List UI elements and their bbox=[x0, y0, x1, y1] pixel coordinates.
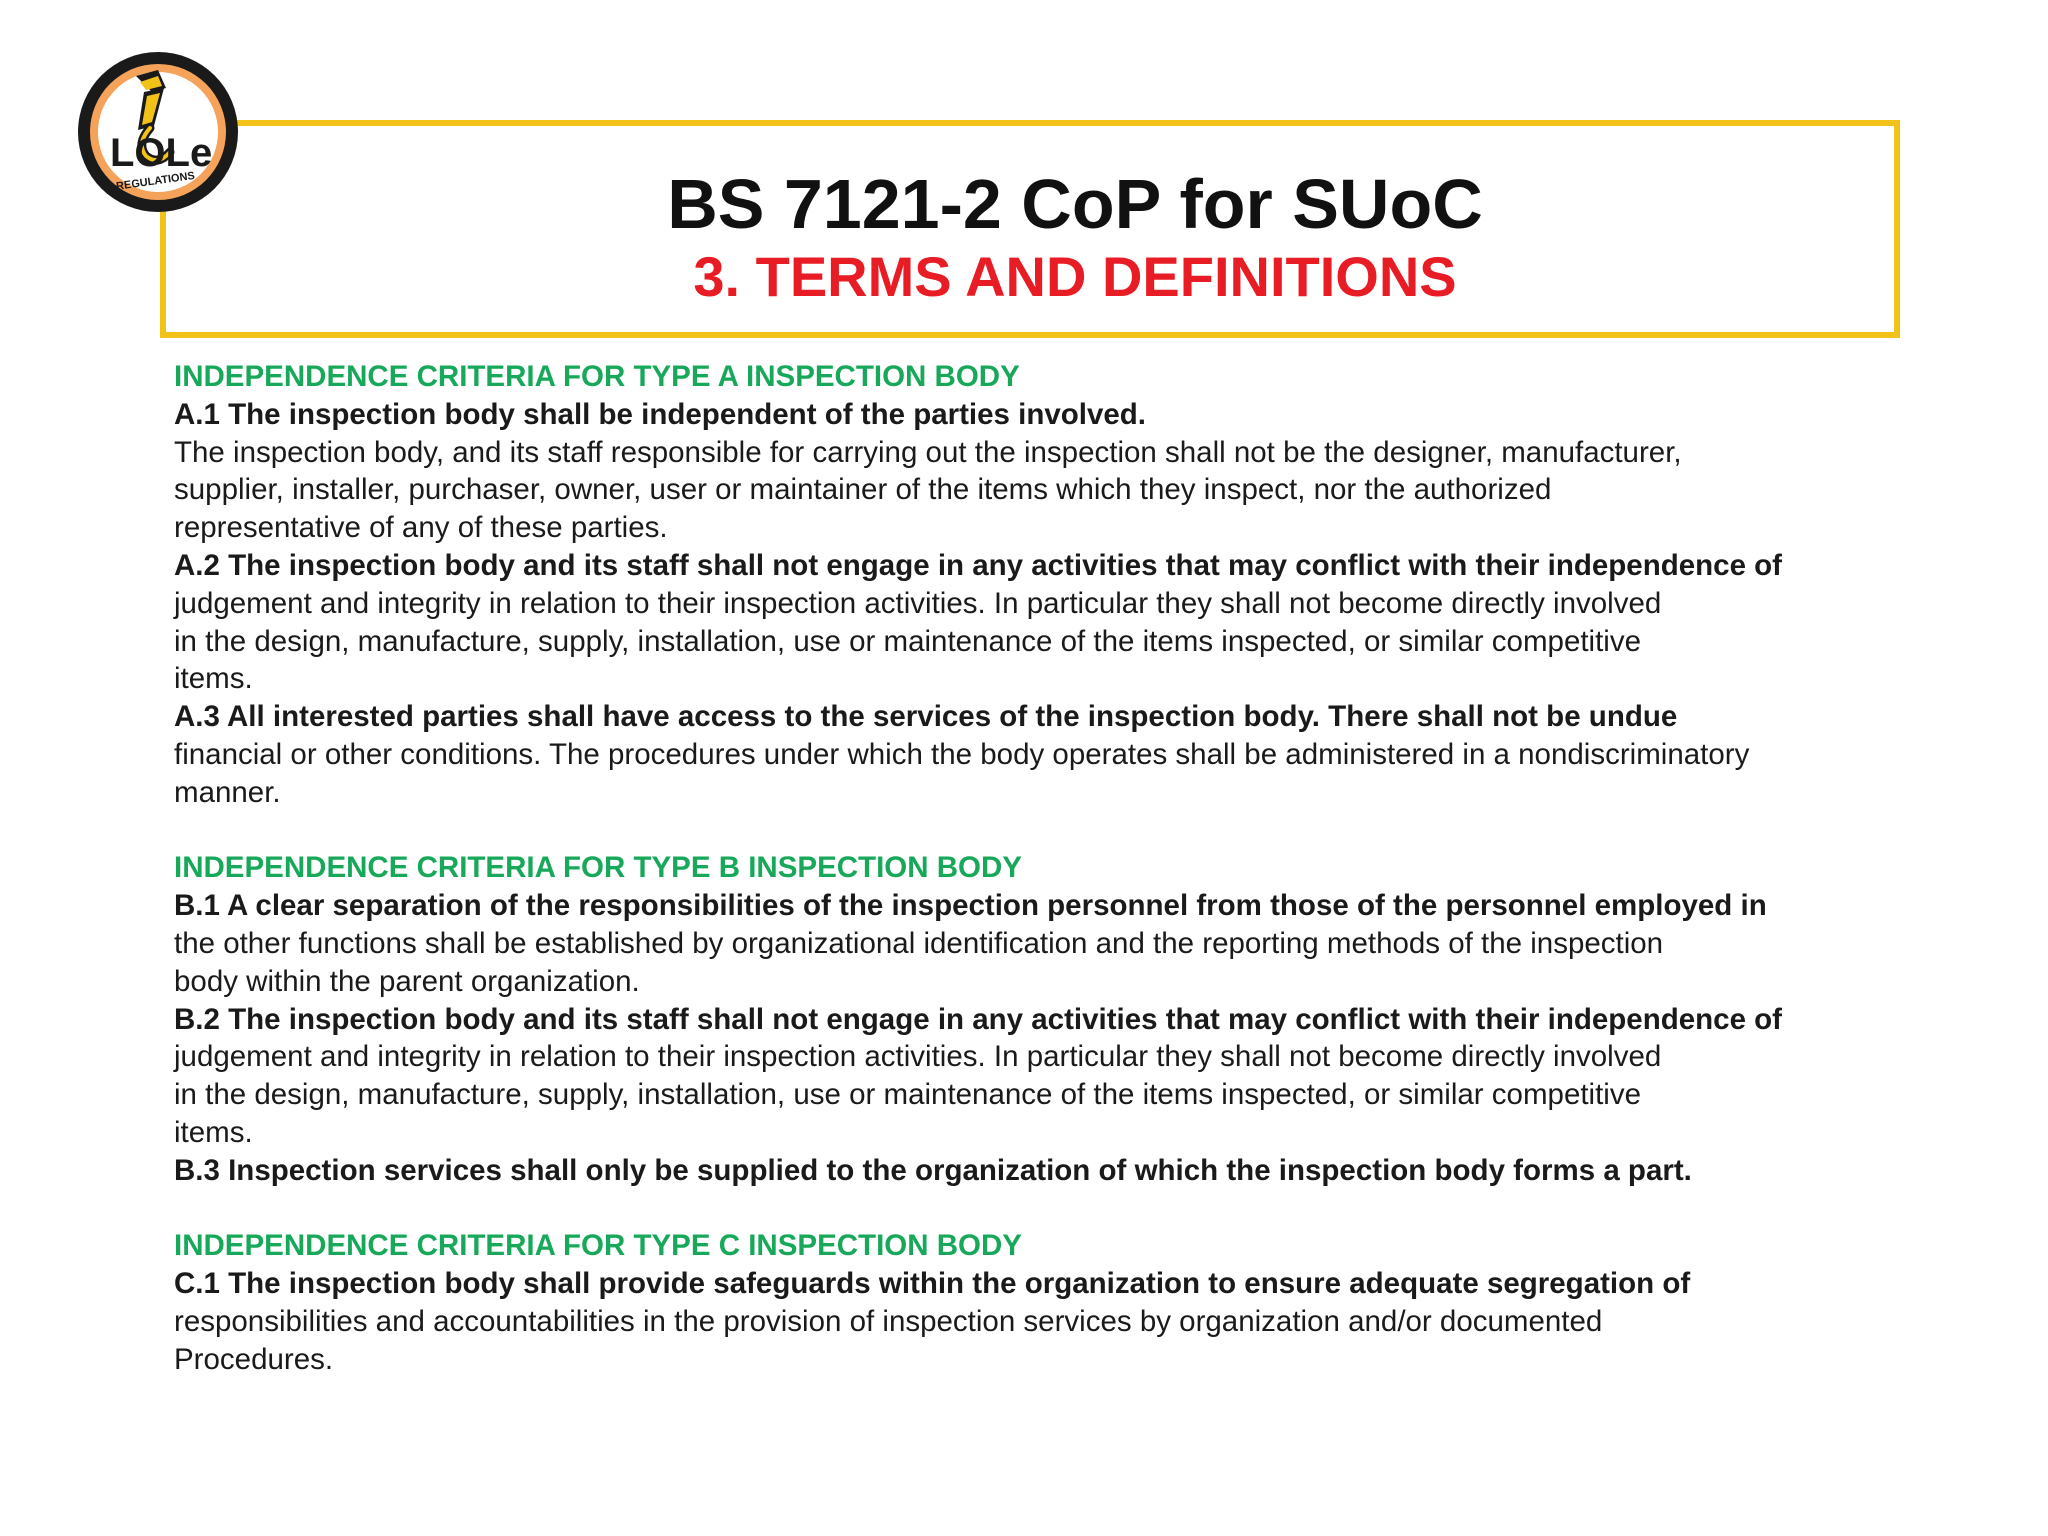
crane-hook-icon bbox=[74, 48, 242, 216]
clause-line bbox=[174, 698, 1894, 736]
clause bbox=[174, 396, 1894, 547]
section-heading: INDEPENDENCE CRITERIA FOR TYPE B INSPECTION BODY bbox=[174, 851, 1022, 885]
clause-line bbox=[174, 471, 1894, 509]
clause-heading-text: B.2 The inspection body and its staff shall not engage in any activities that may conflict with their independence of bbox=[174, 1002, 1783, 1036]
page-title: BS 7121-2 CoP for SUoC bbox=[667, 165, 1483, 243]
clause-line bbox=[174, 1001, 1894, 1039]
section-heading: INDEPENDENCE CRITERIA FOR TYPE A INSPECTION BODY bbox=[174, 360, 1020, 393]
clause-body-text: judgement and integrity in relation to their inspection activities. In particular they shall not become directly involved bbox=[174, 1040, 1662, 1074]
clause-heading-text: A.1 The inspection body shall be independent of the parties involved. bbox=[174, 397, 1147, 431]
clause-line bbox=[174, 547, 1894, 585]
clause bbox=[174, 1265, 1894, 1378]
definitions-content bbox=[174, 358, 1894, 1379]
clause-line bbox=[174, 1303, 1894, 1341]
clause-heading-text: A.3 All interested parties shall have access to the services of the inspection body. There shall not be undue bbox=[174, 700, 1678, 734]
clause bbox=[174, 698, 1894, 811]
clause-line bbox=[174, 887, 1894, 925]
clause-line bbox=[174, 774, 1894, 812]
clause bbox=[174, 887, 1894, 1000]
clause-body-text: judgement and integrity in relation to their inspection activities. In particular they shall not become directly involved bbox=[174, 586, 1662, 620]
page-subtitle: 3. TERMS AND DEFINITIONS bbox=[693, 245, 1457, 308]
clause-line bbox=[174, 1152, 1894, 1190]
section-spacer bbox=[174, 812, 1894, 850]
clause-line bbox=[174, 1038, 1894, 1076]
clause bbox=[174, 1152, 1894, 1190]
clause-body-text: items. bbox=[174, 662, 253, 696]
clause-body-text: responsibilities and accountabilities in the provision of inspection services by organization and/or documented bbox=[174, 1304, 1603, 1338]
clause bbox=[174, 547, 1894, 698]
clause-body-text: in the design, manufacture, supply, installation, use or maintenance of the items inspected, or similar competitive bbox=[174, 624, 1642, 658]
clause-line bbox=[174, 1265, 1894, 1303]
clause-body-text: items. bbox=[174, 1115, 253, 1149]
clause-line bbox=[174, 434, 1894, 472]
lole-logo bbox=[74, 48, 242, 216]
clause bbox=[174, 1001, 1894, 1152]
section-spacer bbox=[174, 1190, 1894, 1228]
clause-body-text: manner. bbox=[174, 775, 281, 809]
clause-body-text: the other functions shall be established by organizational identification and the reporting methods of the inspection bbox=[174, 926, 1664, 960]
title-frame bbox=[160, 120, 1900, 338]
clause-heading-text: B.1 A clear separation of the responsibilities of the inspection personnel from those of the personnel employed in bbox=[174, 889, 1767, 923]
clause-heading-text: B.3 Inspection services shall only be supplied to the organization of which the inspection body forms a part. bbox=[174, 1153, 1692, 1187]
section-heading: INDEPENDENCE CRITERIA FOR TYPE C INSPECTION BODY bbox=[174, 1229, 1022, 1263]
clause-line bbox=[174, 509, 1894, 547]
clause-line bbox=[174, 623, 1894, 661]
clause-line bbox=[174, 660, 1894, 698]
clause-line bbox=[174, 585, 1894, 623]
clause-heading-text: C.1 The inspection body shall provide safeguards within the organization to ensure adequate segregation of bbox=[174, 1267, 1691, 1301]
clause-body-text: representative of any of these parties. bbox=[174, 511, 668, 545]
clause-body-text: supplier, installer, purchaser, owner, user or maintainer of the items which they inspect, nor the authorized bbox=[174, 473, 1552, 507]
logo-subtext: REGULATIONS bbox=[115, 169, 196, 193]
clause-body-text: financial or other conditions. The procedures under which the body operates shall be administered in a nondiscriminatory bbox=[174, 737, 1750, 771]
clause-heading-text: A.2 The inspection body and its staff shall not engage in any activities that may conflict with their independence of bbox=[174, 548, 1783, 582]
clause-line bbox=[174, 736, 1894, 774]
clause-line bbox=[174, 963, 1894, 1001]
clause-line bbox=[174, 1114, 1894, 1152]
clause-line bbox=[174, 1076, 1894, 1114]
logo-wordmark: LOLe bbox=[110, 131, 213, 175]
clause-body-text: The inspection body, and its staff responsible for carrying out the inspection shall not be the designer, manufacturer, bbox=[174, 435, 1682, 469]
clause-body-text: Procedures. bbox=[174, 1342, 334, 1376]
clause-line bbox=[174, 925, 1894, 963]
clause-line bbox=[174, 396, 1894, 434]
clause-body-text: body within the parent organization. bbox=[174, 964, 640, 998]
clause-body-text: in the design, manufacture, supply, installation, use or maintenance of the items inspected, or similar competitive bbox=[174, 1078, 1642, 1112]
clause-line bbox=[174, 1341, 1894, 1379]
